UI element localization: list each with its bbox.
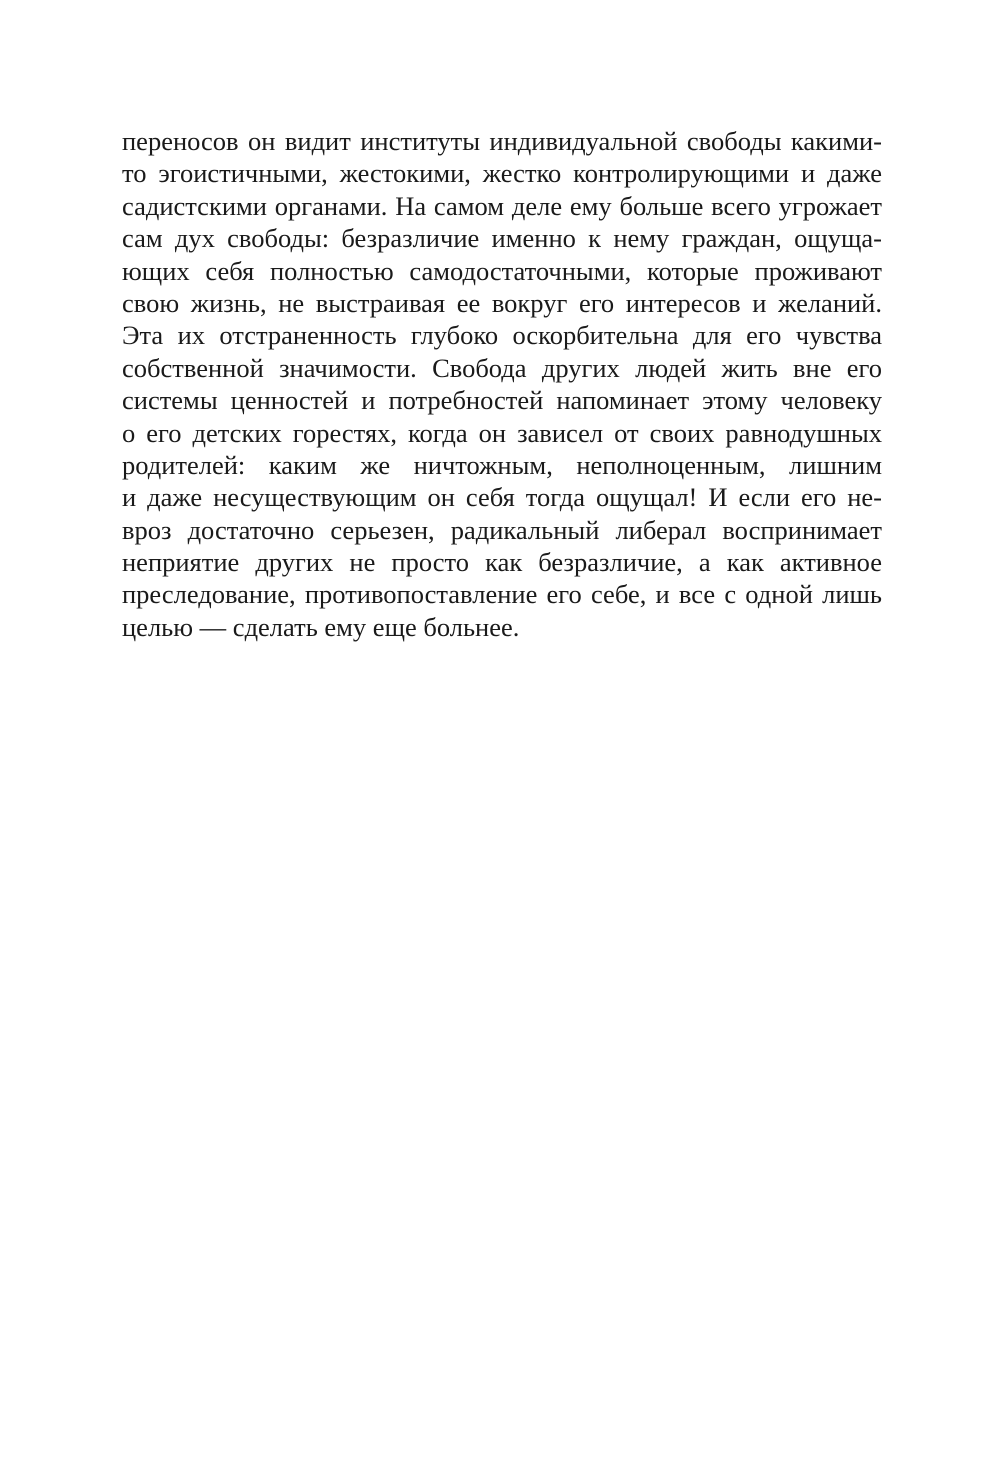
text-line-2: то эгоистичными, жестокими, жестко контролирующими и даже (122, 158, 882, 189)
body-paragraph (122, 125, 882, 643)
text-line-14: неприятие других не просто как безразличие, а как активное (122, 547, 882, 578)
text-line-8: собственной значимости. Свобода других людей жить вне его (122, 352, 882, 383)
text-line-16: целью — сделать ему еще больнее. (122, 611, 520, 642)
text-line-3: садистскими органами. На самом деле ему больше всего угрожает (122, 190, 882, 221)
text-line-12: и даже несуществующим он себя тогда ощущал! И если его не- (122, 482, 882, 513)
text-line-4: сам дух свободы: безразличие именно к нему граждан, ощуща- (122, 223, 882, 254)
text-line-5: ющих себя полностью самодостаточными, которые проживают (122, 255, 882, 286)
text-line-7: Эта их отстраненность глубоко оскорбительна для его чувства (122, 320, 882, 351)
text-line-10: о его детских горестях, когда он зависел от своих равнодушных (122, 417, 882, 448)
text-line-11: родителей: каким же ничтожным, неполноценным, лишним (122, 449, 882, 480)
text-line-13: вроз достаточно серьезен, радикальный либерал воспринимает (122, 514, 882, 545)
text-line-9: системы ценностей и потребностей напоминает этому человеку (122, 385, 882, 416)
text-line-1: переносов он видит институты индивидуальной свободы какими- (122, 126, 882, 156)
text-line-15: преследование, противопоставление его себе, и все с одной лишь (122, 579, 882, 610)
text-line-6: свою жизнь, не выстраивая ее вокруг его интересов и желаний. (122, 287, 882, 318)
